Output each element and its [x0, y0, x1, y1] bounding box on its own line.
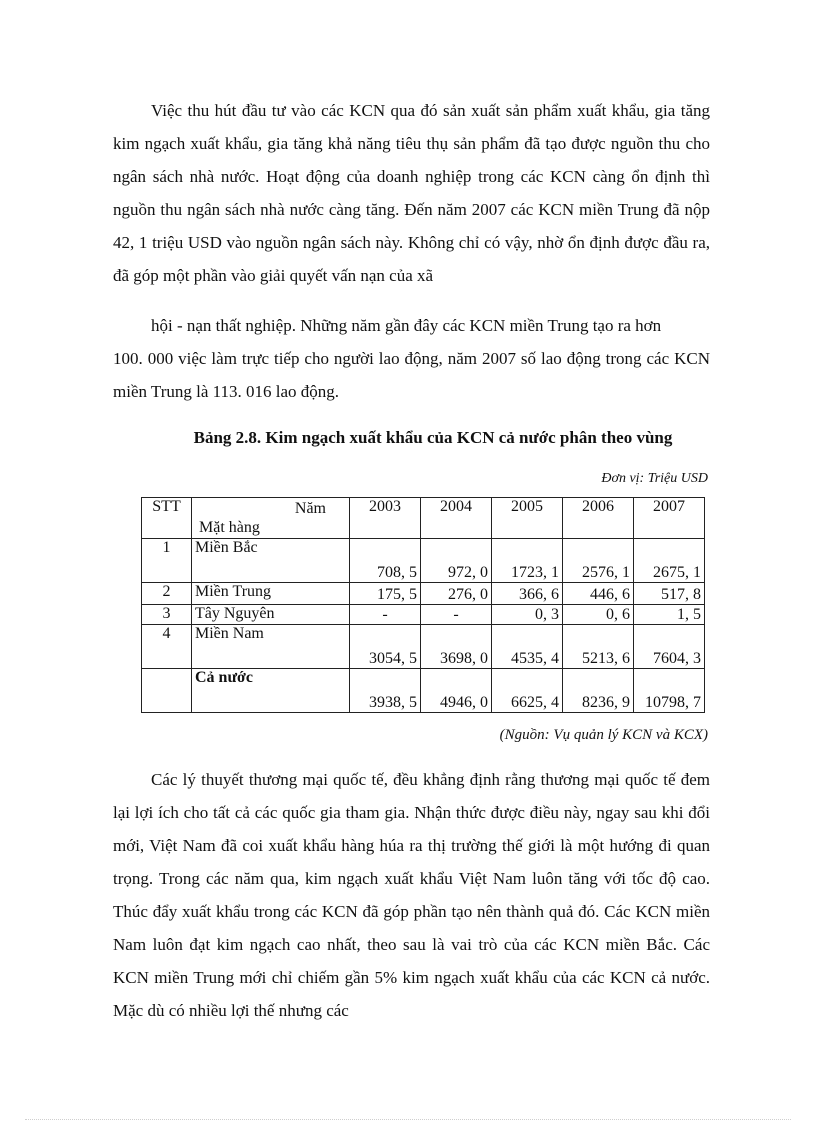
row-value: 3054, 5 — [350, 625, 421, 669]
row-name: Miền Trung — [192, 583, 350, 605]
header-year: 2006 — [563, 498, 634, 539]
row-value: 2675, 1 — [634, 539, 705, 583]
row-stt: 2 — [142, 583, 192, 605]
row-value: 8236, 9 — [563, 669, 634, 713]
paragraph-2 — [113, 309, 710, 408]
row-value: 10798, 7 — [634, 669, 705, 713]
row-value: 0, 3 — [492, 605, 563, 625]
header-stt: STT — [142, 498, 192, 539]
row-value: 366, 6 — [492, 583, 563, 605]
row-value: 7604, 3 — [634, 625, 705, 669]
row-value: - — [421, 605, 492, 625]
header-item — [192, 498, 350, 539]
row-value: 708, 5 — [350, 539, 421, 583]
row-value: 3698, 0 — [421, 625, 492, 669]
row-stt — [142, 669, 192, 713]
table-row-total — [142, 669, 705, 713]
row-stt: 4 — [142, 625, 192, 669]
table-row — [142, 625, 705, 669]
unit-note: Đơn vị: Triệu USD — [601, 471, 708, 486]
row-value: - — [350, 605, 421, 625]
row-name: Cả nước — [192, 669, 350, 713]
row-value: 517, 8 — [634, 583, 705, 605]
paragraph-2-rest: 100. 000 việc làm trực tiếp cho người lao động, năm 2007 số lao động trong các KCN miền Trung là 113. 016 lao động. — [113, 349, 710, 401]
row-value: 5213, 6 — [563, 625, 634, 669]
export-table — [141, 497, 705, 713]
table-row — [142, 539, 705, 583]
table-row — [142, 605, 705, 625]
row-value: 1723, 1 — [492, 539, 563, 583]
row-value: 4946, 0 — [421, 669, 492, 713]
paragraph-1: Việc thu hút đầu tư vào các KCN qua đó sản xuất sản phẩm xuất khẩu, gia tăng kim ngạch xuất khẩu, gia tăng khả năng tiêu thụ sản phẩm đã tạo được nguồn thu cho ngân sách nhà nước. Hoạt động của doanh nghiệp trong các KCN càng ổn định thì nguồn thu ngân sách nhà nước càng tăng. Đến năm 2007 các KCN miền Trung đã nộp 42, 1 triệu USD vào nguồn ngân sách này. Không chỉ có vậy, nhờ ổn định được đầu ra, đã góp một phần vào giải quyết vấn nạn của xã — [113, 101, 710, 285]
row-value: 446, 6 — [563, 583, 634, 605]
header-year: 2004 — [421, 498, 492, 539]
row-value: 0, 6 — [563, 605, 634, 625]
table-header-row — [142, 498, 705, 539]
header-year: 2003 — [350, 498, 421, 539]
row-value: 972, 0 — [421, 539, 492, 583]
source-note: (Nguồn: Vụ quản lý KCN và KCX) — [499, 727, 708, 743]
row-value: 1, 5 — [634, 605, 705, 625]
table-caption: Bảng 2.8. Kim ngạch xuất khẩu của KCN cả nước phân theo vùng — [193, 428, 673, 447]
paragraph-2-first-line: hội - nạn thất nghiệp. Những năm gần đây các KCN miền Trung tạo ra hơn — [151, 316, 662, 335]
row-name: Tây Nguyên — [192, 605, 350, 625]
row-value: 6625, 4 — [492, 669, 563, 713]
table-row — [142, 583, 705, 605]
row-value: 276, 0 — [421, 583, 492, 605]
header-item-label: Mặt hàng — [199, 519, 260, 536]
header-year: 2007 — [634, 498, 705, 539]
header-year: 2005 — [492, 498, 563, 539]
row-stt: 1 — [142, 539, 192, 583]
row-stt: 3 — [142, 605, 192, 625]
paragraph-3: Các lý thuyết thương mại quốc tế, đều khẳng định rằng thương mại quốc tế đem lại lợi ích cho tất cả các quốc gia tham gia. Nhận thức được điều này, ngay sau khi đổi mới, Việt Nam đã coi xuất khẩu hàng húa ra thị trường thế giới là một hướng đi quan trọng. Trong các năm qua, kim ngạch xuất khẩu Việt Nam luôn tăng với tốc độ cao. Thúc đẩy xuất khẩu trong các KCN đã góp phần tạo nên thành quả đó. Các KCN miền Nam luôn đạt kim ngạch cao nhất, theo sau là vai trò của các KCN miền Bắc. Các KCN miền Trung mới chỉ chiếm gần 5% kim ngạch xuất khẩu của các KCN cả nước. Mặc dù có nhiều lợi thế nhưng các — [113, 770, 710, 1020]
row-value: 175, 5 — [350, 583, 421, 605]
row-name: Miền Nam — [192, 625, 350, 669]
row-name: Miền Bắc — [192, 539, 350, 583]
page-bottom-divider — [25, 1119, 791, 1120]
header-year-label: Năm — [294, 500, 326, 517]
row-value: 2576, 1 — [563, 539, 634, 583]
row-value: 4535, 4 — [492, 625, 563, 669]
row-value: 3938, 5 — [350, 669, 421, 713]
